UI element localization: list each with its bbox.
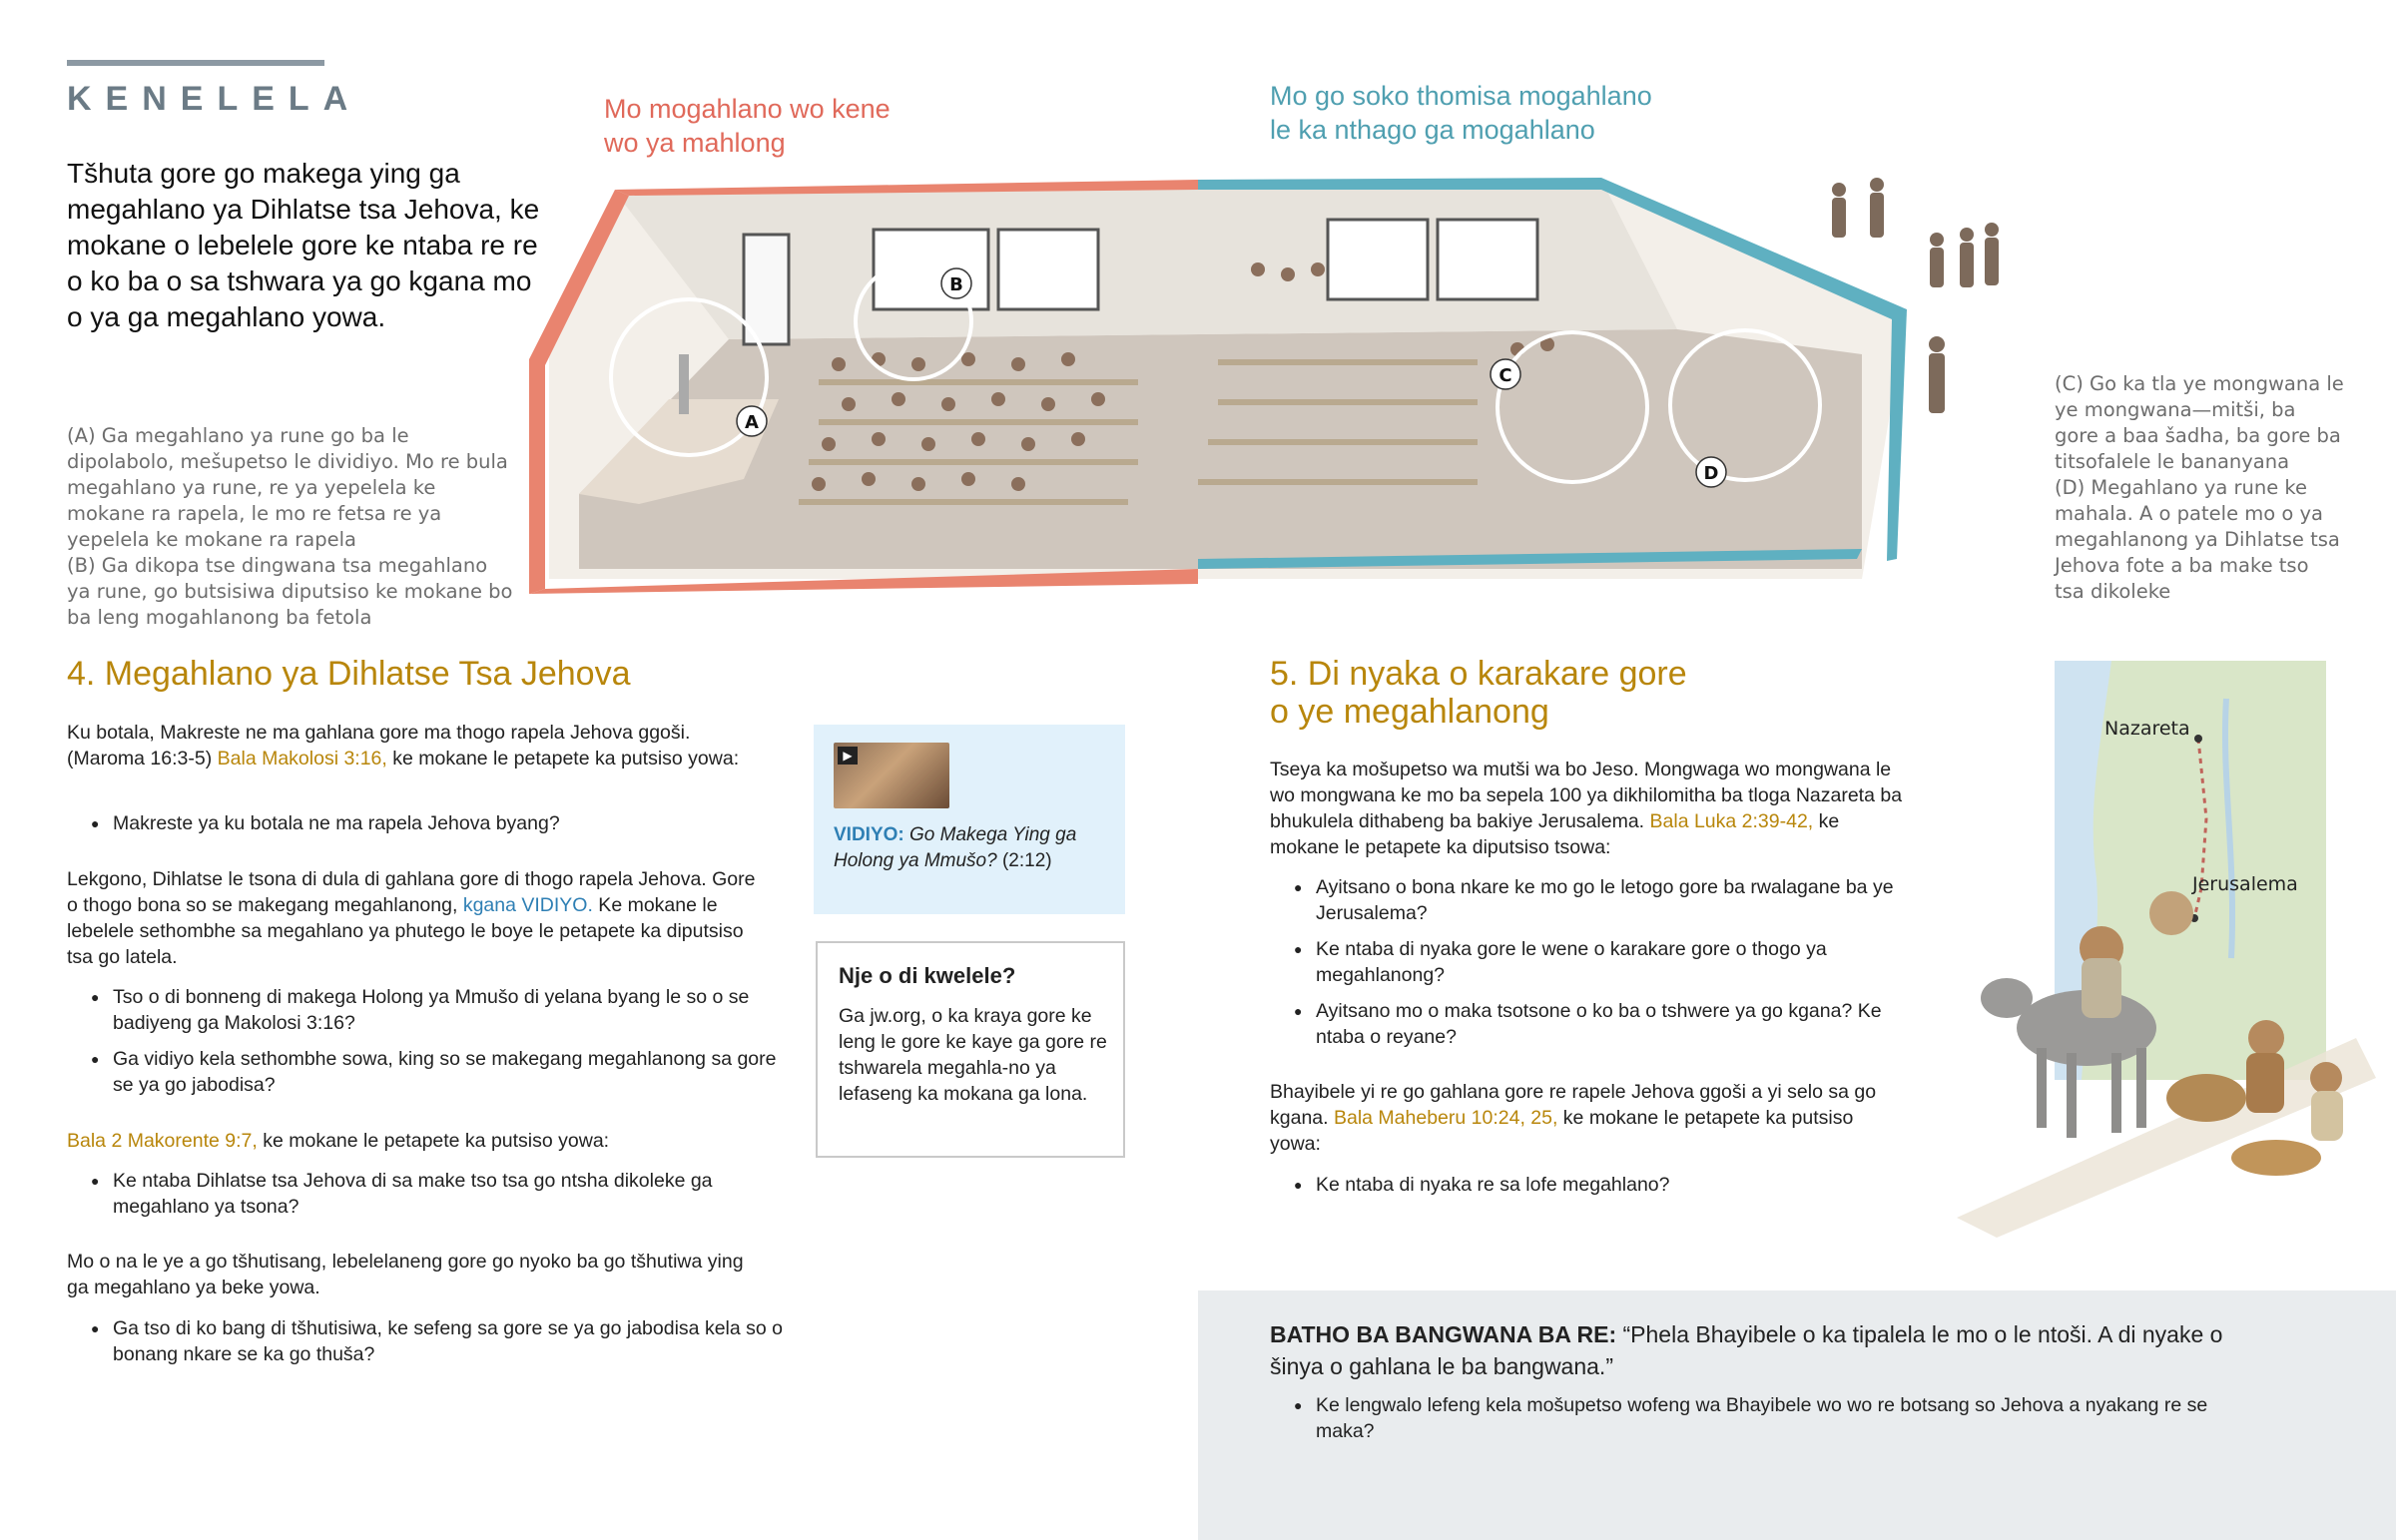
video-label: VIDIYO: xyxy=(834,824,904,845)
question: ● Ga tso di ko bang di tšhutisiwa, ke sefeng sa gore se ya go jabodisa kela so o bonang nkare se ka go thuša? xyxy=(67,1315,786,1367)
did-you-know-box xyxy=(816,941,1125,1158)
section-4-paragraph-4: Mo o na le ye a go tšhutisang, lebelelaneng gore go nyoko ba go tšhutiwa ying ga megahlano ya beke yowa. xyxy=(67,1251,744,1298)
question: ● Tso o di bonneng di makega Holong ya Mmušo di yelana byang le so o se badiyeng ga Makolosi 3:16? xyxy=(67,984,786,1036)
caption-cd: (C) Go ka tla ye mongwana le ye mongwana—mitši, ba gore a baa šadha, ba gore ba titsofalele le bananyana (D) Megahlano ya rune ke mahala. A o patele mo o ya megahlanong ya Dihlatse tsa Jehova fote a ba make tso tsa dikoleke xyxy=(2055,372,2344,603)
section-4-heading: 4. Megahlano ya Dihlatse Tsa Jehova xyxy=(67,655,631,693)
section-4-paragraph-1: Ku botala, Makreste ne ma gahlana gore ma thogo rapela Jehova ggoši. (Maroma 16:3-5) Bala Makolosi 3:16, ke mokane le petapete ka putsiso yowa: xyxy=(67,722,740,770)
question: ● Ke ntaba di nyaka gore le wene o karakare gore o thogo ya megahlanong? xyxy=(1270,936,1929,988)
marker-d: D xyxy=(1703,463,1719,484)
video-duration: (2:12) xyxy=(1001,850,1052,871)
scripture-ref[interactable]: Bala Makolosi 3:16, xyxy=(217,748,387,770)
others-say-panel xyxy=(1198,1290,2396,1540)
question: ● Ayitsano mo o maka tsotsone o ko ba o tshwere ya go kgana? Ke ntaba o reyane? xyxy=(1270,998,1929,1050)
video-link[interactable]: kgana VIDIYO. xyxy=(462,894,593,916)
scripture-ref[interactable]: Bala 2 Makorente 9:7, xyxy=(67,1130,258,1152)
question: ● Ke lengwalo lefeng kela mošupetso wofeng wa Bhayibele wo wo re botsang so Jehova a nyakang re se maka? xyxy=(1270,1392,2268,1444)
section-5-questions-1 xyxy=(1270,874,1929,1060)
others-say-quote: BATHO BA BANGWANA BA RE: “Phela Bhayibele o ka tipalela le mo o le ntoši. A di nyake o šinya o gahlana le ba bangwana.” xyxy=(1270,1321,2223,1379)
video-caption xyxy=(834,822,1113,874)
marker-b: B xyxy=(949,274,963,295)
section-4-questions-4 xyxy=(67,1315,786,1377)
section-4-paragraph-3: Bala 2 Makorente 9:7, ke mokane le petapete ka putsiso yowa: xyxy=(67,1130,610,1152)
section-5-paragraph-1: Tseya ka mošupetso wa mutši wa bo Jeso. Mongwaga wo mongwana le wo mongwana ke mo ba sepela 100 ya dikhilomitha ba tloga Nazareta ba bhukulela dithabeng ba bakiye Jerusalema. Bala Luka 2:39-42, ke mokane le petapete ka diputsiso tsowa: xyxy=(1270,759,1903,858)
section-4-questions-2 xyxy=(67,984,786,1108)
section-5-paragraph-2: Bhayibele yi re go gahlana gore re rapele Jehova ggoši a yi selo sa go kgana. Bala Maheberu 10:24, 25, ke mokane le petapete ka putsiso yowa: xyxy=(1270,1081,1877,1155)
header-rule xyxy=(67,60,324,66)
video-box[interactable] xyxy=(814,725,1125,914)
did-you-know-title: Nje o di kwelele? xyxy=(839,963,1016,988)
journey-map-illustration xyxy=(1937,659,2376,1238)
video-thumbnail[interactable] xyxy=(834,743,949,808)
section-4-questions-3 xyxy=(67,1168,786,1230)
question: ● Ayitsano o bona nkare ke mo go le letogo gore ba rwalagane ba ye Jerusalema? xyxy=(1270,874,1929,926)
section-label: KENELELA xyxy=(67,80,362,118)
after-meeting-heading: Mo go soko thomisa mogahlano le ka nthago ga mogahlano xyxy=(1270,81,1652,145)
map-label-jerusalema: Jerusalema xyxy=(2192,873,2298,895)
question: ● Ke ntaba Dihlatse tsa Jehova di sa make tso tsa go ntsha dikoleke ga megahlano ya tsona? xyxy=(67,1168,786,1220)
intro-text: Tšhuta gore go makega ying ga megahlano ya Dihlatse tsa Jehova, ke mokane o lebelele gore ke ntaba re re o ko ba o sa tshwara ya go kgana mo o ya ga megahlano yowa. xyxy=(67,158,540,332)
section-4-questions-1 xyxy=(67,810,766,846)
others-say-questions xyxy=(1270,1392,2268,1454)
scripture-ref[interactable]: Bala Luka 2:39-42, xyxy=(1649,810,1814,832)
question: ● Ke ntaba di nyaka re sa lofe megahlano? xyxy=(1270,1172,1909,1198)
section-5-questions-2 xyxy=(1270,1172,1909,1208)
section-4-paragraph-2: Lekgono, Dihlatse le tsona di dula di gahlana gore di thogo rapela Jehova. Gore o thogo bona so se makegang megahlanong, kgana VIDIYO. Ke mokane le lebelele sethombhe sa megahlano ya phutego le boye le petapete ka diputsiso tsa go latela. xyxy=(67,868,756,968)
others-say-lead: BATHO BA BANGWANA BA RE: xyxy=(1270,1321,1617,1347)
play-icon[interactable]: ▶ xyxy=(838,747,858,765)
caption-ab: (A) Ga megahlano ya rune go ba le dipolabolo, mešupetso le dividiyo. Mo re bula megahlano ya rune, re ya yepelela ke mokane ra rapela, le mo re fetsa re ya yepelela ke mokane ra rapela (B) Ga dikopa tse dingwana tsa megahlano ya rune, go butsisiwa diputsiso ke mokane bo ba leng mogahlanong ba fetola xyxy=(67,424,513,629)
marker-c: C xyxy=(1498,365,1512,386)
arriving-people-illustration xyxy=(1817,170,2047,489)
before-meeting-heading: Mo mogahlano wo kene wo ya mahlong xyxy=(604,94,891,158)
marker-a: A xyxy=(745,412,759,433)
question: ● Ga vidiyo kela sethombhe sowa, king so se makegang megahlanong sa gore se ya go jabodisa? xyxy=(67,1046,786,1098)
question: ● Makreste ya ku botala ne ma rapela Jehova byang? xyxy=(67,810,766,836)
section-5-heading: 5. Di nyaka o karakare gore o ye megahlanong xyxy=(1270,655,1687,731)
did-you-know-body: Ga jw.org, o ka kraya gore ke leng le gore ke kaye ga gore re tshwarela megahla-no ya lefaseng ka mokana ga lona. xyxy=(839,1005,1107,1105)
kingdom-hall-illustration xyxy=(519,160,1917,609)
map-label-nazareta: Nazareta xyxy=(2104,718,2190,740)
video-title: Go Makega Ying ga Holong ya Mmušo? xyxy=(834,824,1077,871)
scripture-ref[interactable]: Bala Maheberu 10:24, 25, xyxy=(1333,1107,1558,1129)
